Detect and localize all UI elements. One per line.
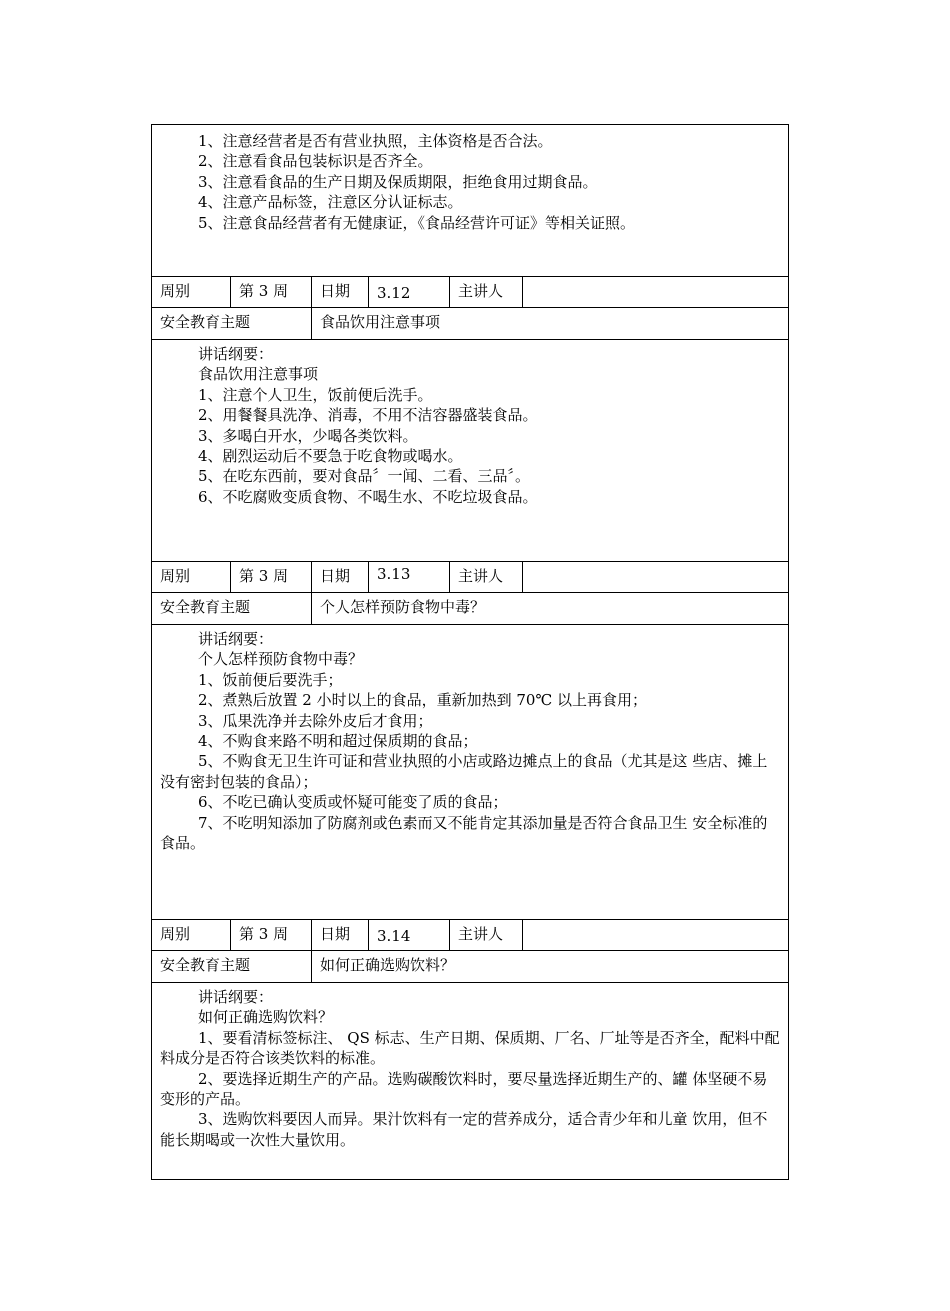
outline-line: 2、注意看食品包装标识是否齐全。 (198, 152, 433, 171)
theme-value: 食品饮用注意事项 (320, 313, 441, 331)
week-label: 周别 (160, 925, 191, 943)
outline-line: 7、不吃明知添加了防腐剂或色素而又不能肯定其添加量是否符合食品卫生 安全标准的食品。 (160, 813, 768, 853)
outline-line: 2、用餐餐具洗净、消毒，不用不洁容器盛装食品。 (198, 406, 538, 425)
speaker-value (523, 277, 788, 307)
outline-line: 5、在吃东西前，要对食品〞一闻、二看、三品〞。 (198, 467, 531, 486)
outline-subtitle: 个人怎样预防食物中毒？ (198, 650, 364, 669)
outline-cell (152, 340, 788, 560)
outline-line: 5、注意食品经营者有无健康证，《食品经营许可证》等相关证照。 (198, 213, 636, 232)
outline-title: 讲话纲要： (198, 345, 274, 363)
speaker-label: 主讲人 (458, 925, 504, 943)
lesson-plan-table (151, 124, 789, 1180)
outline-line: 3、选购饮料要因人而异。果汁饮料有一定的营养成分，适合青少年和儿童 饮用，但不能长期喝或一次性大量饮用。 (160, 1110, 768, 1149)
outline-line: 3、瓜果洗净并去除外皮后才食用； (198, 711, 433, 730)
theme-label: 安全教育主题 (160, 598, 251, 616)
header-row (152, 920, 788, 950)
theme-row (152, 308, 788, 339)
outline-line: 1、饭前便后要洗手； (198, 670, 343, 689)
outline-line: 6、不吃腐败变质食物、不喝生水、不吃垃圾食品。 (198, 487, 538, 506)
theme-value: 如何正确选购饮料？ (320, 956, 456, 974)
speaker-value (523, 920, 788, 950)
date-label: 日期 (320, 925, 351, 943)
outline-cell (152, 125, 788, 275)
outline-line: 6、不吃已确认变质或怀疑可能变了质的食品； (198, 793, 508, 812)
theme-row (152, 951, 788, 982)
header-row (152, 277, 788, 307)
theme-value: 个人怎样预防食物中毒？ (320, 598, 486, 616)
date-label: 日期 (320, 282, 351, 300)
outline-line: 4、不购食来路不明和超过保质期的食品； (198, 732, 478, 751)
outline-subtitle: 食品饮用注意事项 (198, 365, 319, 384)
outline-line: 2、要选择近期生产的产品。选购碳酸饮料时，要尽量选择近期生产的、罐 体坚硬不易变形的产品。 (160, 1069, 768, 1109)
week-label: 周别 (160, 282, 191, 300)
outline-title: 讲话纲要： (198, 630, 274, 648)
header-row (152, 562, 788, 592)
week-value: 第 3 周 (239, 282, 289, 300)
speaker-value (523, 562, 788, 592)
outline-line: 4、注意产品标签，注意区分认证标志。 (198, 193, 463, 212)
theme-row (152, 593, 788, 624)
outline-line: 1、注意经营者是否有营业执照，主体资格是否合法。 (198, 132, 553, 150)
outline-line: 3、多喝白开水，少喝各类饮料。 (198, 426, 418, 445)
outline-cell (152, 983, 788, 1179)
outline-line: 5、不购食无卫生许可证和营业执照的小店或路边摊点上的食品（尤其是这 些店、摊上没有密封包装的食品）； (160, 752, 768, 791)
outline-line: 2、煮熟后放置 2 小时以上的食品，重新加热到 70℃ 以上再食用； (198, 691, 648, 710)
theme-label: 安全教育主题 (160, 956, 251, 974)
date-value: 3.13 (377, 565, 411, 583)
date-value: 3.14 (377, 927, 411, 945)
outline-title: 讲话纲要： (198, 988, 274, 1006)
theme-label: 安全教育主题 (160, 313, 251, 331)
week-value: 第 3 周 (239, 567, 289, 585)
outline-line: 1、注意个人卫生，饭前便后洗手。 (198, 385, 433, 404)
outline-line: 1、要看清标签标注、 QS 标志、生产日期、保质期、厂名、厂址等是否齐全，配料中配料成分是否符合该类饮料的标准。 (160, 1028, 780, 1068)
outline-line: 3、注意看食品的生产日期及保质期限，拒绝食用过期食品。 (198, 172, 598, 191)
week-label: 周别 (160, 567, 191, 585)
speaker-label: 主讲人 (458, 282, 504, 300)
speaker-label: 主讲人 (458, 567, 504, 585)
outline-cell (152, 625, 788, 918)
date-label: 日期 (320, 567, 351, 585)
week-value: 第 3 周 (239, 925, 289, 943)
date-value: 3.12 (377, 284, 411, 302)
outline-line: 4、剧烈运动后不要急于吃食物或喝水。 (198, 447, 463, 466)
outline-subtitle: 如何正确选购饮料？ (198, 1008, 334, 1027)
